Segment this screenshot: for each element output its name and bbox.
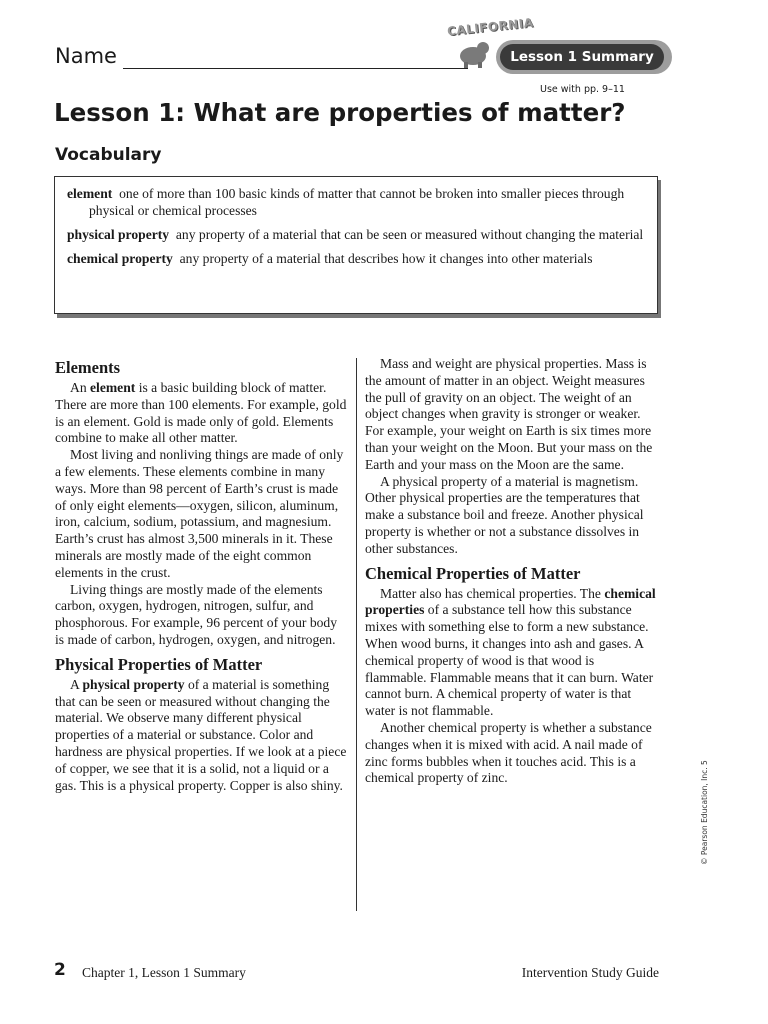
vocab-term: physical property (67, 227, 170, 242)
chemical-properties-heading: Chemical Properties of Matter (365, 563, 581, 583)
vocab-definition: one of more than 100 basic kinds of matter that cannot be broken into smaller pieces through physical or chemical processes (89, 186, 625, 218)
left-column (55, 356, 349, 794)
vocab-entry (67, 185, 645, 219)
paragraph: Another chemical property is whether a substance changes when it is mixed with acid. A nail made of zinc forms bubbles when it touches acid. This is a chemical property of zinc. (365, 719, 652, 786)
page-reference: Use with pp. 9–11 (540, 84, 625, 95)
elements-heading: Elements (55, 358, 121, 377)
vocab-entry (67, 226, 645, 243)
footer-guide: Intervention Study Guide (521, 965, 659, 980)
right-column (365, 356, 659, 787)
paragraph: A physical property of a material is something that can be seen or measured without changing the material. We observe many different physical properties of a material or substance. Color and hardness are physical properties. If we look at a piece of copper, we see that it is a solid, not a liquid or a gas. This is a physical property. Copper is also shiny. (55, 676, 347, 793)
column-divider (356, 358, 357, 911)
name-label: Name (55, 44, 117, 68)
paragraph: Mass and weight are physical properties. Mass is the amount of matter in an object. Weight measures the pull of gravity on an object. The weight of an object changes when gravity is stronger or weaker. For example, your weight on Earth is six times more than your weight on the Moon. But your mass on the Earth and your mass on the Moon are the same. (365, 356, 653, 472)
vocab-definition: any property of a material that can be seen or measured without changing the material (175, 227, 644, 242)
paragraph: A physical property of a material is magnetism. Other physical properties are the temperatures that make a substance boil and freeze. Another physical property is whether or not a substance dissolves in other substances. (365, 473, 644, 556)
footer-chapter: Chapter 1, Lesson 1 Summary (82, 965, 246, 980)
paragraph: Matter also has chemical properties. The chemical properties of a substance tell how this substance mixes with something else to form a new substance. When wood burns, it changes into ash and gases. A chemical property of wood is that wood is flammable. Flammable means that it can burn. Water cannot burn. A chemical property of water is that water is not flammable. (365, 585, 656, 719)
lesson-badge: Lesson 1 Summary (500, 44, 664, 70)
state-badge-text: CALIFORNIA (446, 15, 535, 39)
bear-icon (456, 34, 490, 68)
physical-properties-heading: Physical Properties of Matter (55, 654, 263, 674)
paragraph: Living things are mostly made of the elements carbon, oxygen, hydrogen, nitrogen, sulfur, and phosphorous. For example, 96 percent of your body is made of carbon, hydrogen, oxygen, and nitrogen. (55, 581, 338, 647)
key-term: element (90, 380, 136, 395)
key-term: physical property (82, 676, 185, 692)
vocabulary-heading: Vocabulary (55, 145, 162, 165)
vocab-definition: any property of a material that describes how it changes into other materials (179, 251, 593, 266)
vocab-entry (67, 250, 645, 267)
vocab-term: element (67, 186, 113, 201)
page-number: 2 (54, 960, 66, 980)
name-line[interactable] (123, 68, 468, 69)
paragraph: Most living and nonliving things are made of only a few elements. These elements combine in many ways. More than 98 percent of Earth’s crust is made of only eight elements—oxygen, silicon, aluminum, iron, calcium, sodium, potassium, and magnesium. Earth’s crust has almost 3,500 minerals in it. These minerals are mostly made of the eight common elements in the crust. (55, 447, 344, 580)
key-term: chemical properties (365, 585, 656, 618)
page-title: Lesson 1: What are properties of matter? (54, 98, 626, 127)
vocabulary-box (54, 176, 658, 314)
paragraph: An element is a basic building block of matter. There are more than 100 elements. For example, gold is an element. Gold is made only of gold. Elements combine to make all other matter. (55, 380, 347, 446)
vocab-term: chemical property (67, 251, 173, 266)
copyright-notice: © Pearson Education, Inc. 5 (700, 760, 709, 865)
